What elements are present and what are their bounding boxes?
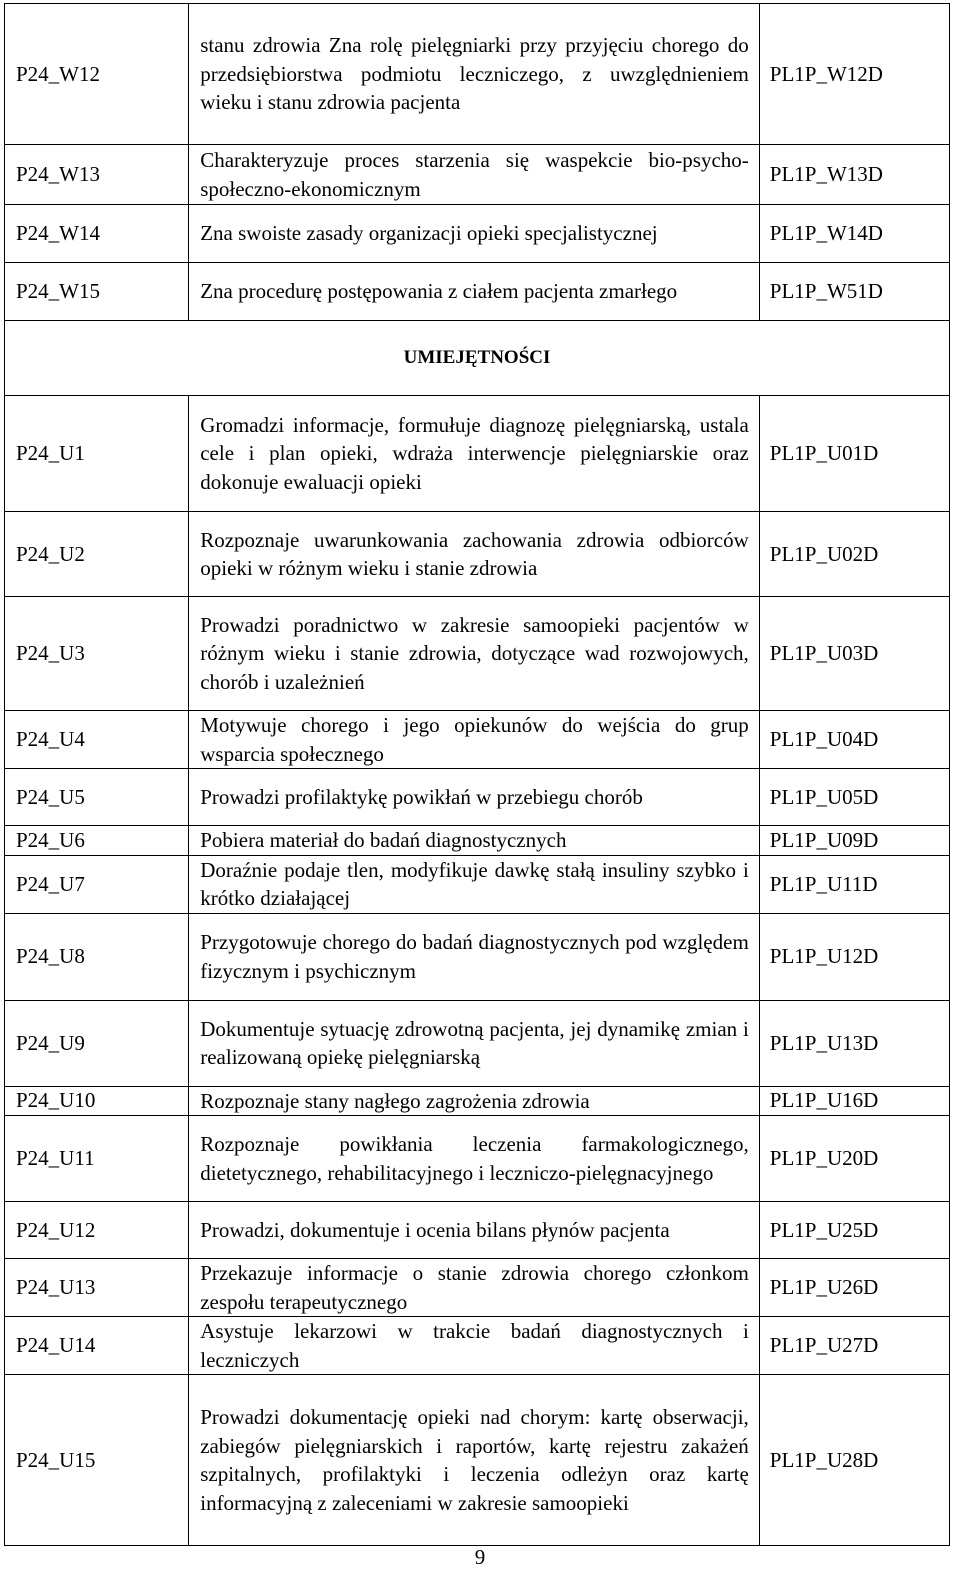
outcome-description: Asystuje lekarzowi w trakcie badań diagnostycznych i leczniczych bbox=[189, 1317, 760, 1375]
table-row bbox=[5, 1116, 950, 1202]
reference-code: PL1P_U09D bbox=[759, 826, 949, 856]
reference-code: PL1P_W12D bbox=[759, 4, 949, 145]
reference-code: PL1P_U01D bbox=[759, 396, 949, 512]
table-row bbox=[5, 597, 950, 711]
reference-code: PL1P_W14D bbox=[759, 205, 949, 263]
learning-outcomes-table bbox=[4, 3, 950, 1546]
reference-code: PL1P_U27D bbox=[759, 1317, 949, 1375]
outcome-code: P24_U13 bbox=[5, 1259, 189, 1317]
table-row bbox=[5, 512, 950, 597]
table-row bbox=[5, 396, 950, 512]
outcome-code: P24_U6 bbox=[5, 826, 189, 856]
reference-code: PL1P_U26D bbox=[759, 1259, 949, 1317]
outcome-description: Rozpoznaje stany nagłego zagrożenia zdrowia bbox=[189, 1086, 760, 1116]
table-row bbox=[5, 1259, 950, 1317]
outcome-code: P24_U10 bbox=[5, 1086, 189, 1116]
outcome-description: Prowadzi poradnictwo w zakresie samoopieki pacjentów w różnym wieku i stanie zdrowia, dotyczące wad rozwojowych, chorób i uzależnień bbox=[189, 597, 760, 711]
table-row bbox=[5, 4, 950, 145]
outcome-description: Przygotowuje chorego do badań diagnostycznych pod względem fizycznym i psychicznym bbox=[189, 913, 760, 1000]
reference-code: PL1P_U11D bbox=[759, 855, 949, 913]
outcome-code: P24_U11 bbox=[5, 1116, 189, 1202]
table-row bbox=[5, 1202, 950, 1259]
outcome-description: Przekazuje informacje o stanie zdrowia chorego członkom zespołu terapeutycznego bbox=[189, 1259, 760, 1317]
table-row bbox=[5, 769, 950, 826]
reference-code: PL1P_U13D bbox=[759, 1000, 949, 1086]
table-row bbox=[5, 711, 950, 769]
outcome-code: P24_U5 bbox=[5, 769, 189, 826]
outcome-description: Prowadzi, dokumentuje i ocenia bilans płynów pacjenta bbox=[189, 1202, 760, 1259]
table-row bbox=[5, 145, 950, 205]
outcome-description: Zna swoiste zasady organizacji opieki specjalistycznej bbox=[189, 205, 760, 263]
reference-code: PL1P_U28D bbox=[759, 1375, 949, 1546]
reference-code: PL1P_U03D bbox=[759, 597, 949, 711]
outcome-description: Motywuje chorego i jego opiekunów do wejścia do grup wsparcia społecznego bbox=[189, 711, 760, 769]
reference-code: PL1P_U16D bbox=[759, 1086, 949, 1116]
reference-code: PL1P_U02D bbox=[759, 512, 949, 597]
outcome-description: Prowadzi profilaktykę powikłań w przebiegu chorób bbox=[189, 769, 760, 826]
table-row bbox=[5, 1317, 950, 1375]
outcome-code: P24_U15 bbox=[5, 1375, 189, 1546]
outcome-code: P24_U14 bbox=[5, 1317, 189, 1375]
table-row bbox=[5, 1000, 950, 1086]
outcome-code: P24_W13 bbox=[5, 145, 189, 205]
reference-code: PL1P_U20D bbox=[759, 1116, 949, 1202]
table-row bbox=[5, 205, 950, 263]
outcome-description: Rozpoznaje uwarunkowania zachowania zdrowia odbiorców opieki w różnym wieku i stanie zdrowia bbox=[189, 512, 760, 597]
page-number: 9 bbox=[474, 1545, 486, 1569]
outcome-code: P24_U4 bbox=[5, 711, 189, 769]
outcome-code: P24_U7 bbox=[5, 855, 189, 913]
outcome-code: P24_U12 bbox=[5, 1202, 189, 1259]
reference-code: PL1P_U12D bbox=[759, 913, 949, 1000]
outcome-code: P24_U3 bbox=[5, 597, 189, 711]
outcome-description: Charakteryzuje proces starzenia się waspekcie bio-psycho-społeczno-ekonomicznym bbox=[189, 145, 760, 205]
outcome-description: stanu zdrowia Zna rolę pielęgniarki przy przyjęciu chorego do przedsiębiorstwa podmiotu leczniczego, z uwzględnieniem wieku i stanu zdrowia pacjenta bbox=[189, 4, 760, 145]
outcome-code: P24_U2 bbox=[5, 512, 189, 597]
table-row bbox=[5, 913, 950, 1000]
reference-code: PL1P_U04D bbox=[759, 711, 949, 769]
learning-outcomes-table-wrap bbox=[4, 3, 950, 1546]
table-row bbox=[5, 826, 950, 856]
outcome-code: P24_W12 bbox=[5, 4, 189, 145]
reference-code: PL1P_W13D bbox=[759, 145, 949, 205]
table-row bbox=[5, 1375, 950, 1546]
outcome-description: Rozpoznaje powikłania leczenia farmakologicznego, dietetycznego, rehabilitacyjnego i leczniczo-pielęgnacyjnego bbox=[189, 1116, 760, 1202]
outcome-code: P24_U1 bbox=[5, 396, 189, 512]
outcome-description: Pobiera materiał do badań diagnostycznych bbox=[189, 826, 760, 856]
reference-code: PL1P_W51D bbox=[759, 263, 949, 321]
outcome-code: P24_U8 bbox=[5, 913, 189, 1000]
outcome-code: P24_W15 bbox=[5, 263, 189, 321]
table-row bbox=[5, 1086, 950, 1116]
outcome-description: Gromadzi informacje, formułuje diagnozę pielęgniarską, ustala cele i plan opieki, wdraża interwencje pielęgniarskie oraz dokonuje ewaluacji opieki bbox=[189, 396, 760, 512]
reference-code: PL1P_U05D bbox=[759, 769, 949, 826]
table-row bbox=[5, 263, 950, 321]
table-row bbox=[5, 855, 950, 913]
reference-code: PL1P_U25D bbox=[759, 1202, 949, 1259]
skills-heading: UMIEJĘTNOŚCI bbox=[5, 321, 950, 396]
outcome-description: Zna procedurę postępowania z ciałem pacjenta zmarłego bbox=[189, 263, 760, 321]
outcome-description: Prowadzi dokumentację opieki nad chorym: kartę obserwacji, zabiegów pielęgniarskich i raportów, kartę rejestru zakażeń szpitalnych, profilaktyki i leczenia odleżyn oraz kartę informacyjną z zaleceniami w zakresie samoopieki bbox=[189, 1375, 760, 1546]
outcome-code: P24_U9 bbox=[5, 1000, 189, 1086]
section-heading-row bbox=[5, 321, 950, 396]
outcome-description: Doraźnie podaje tlen, modyfikuje dawkę stałą insuliny szybko i krótko działającej bbox=[189, 855, 760, 913]
outcome-code: P24_W14 bbox=[5, 205, 189, 263]
outcome-description: Dokumentuje sytuację zdrowotną pacjenta, jej dynamikę zmian i realizowaną opiekę pielęgniarską bbox=[189, 1000, 760, 1086]
